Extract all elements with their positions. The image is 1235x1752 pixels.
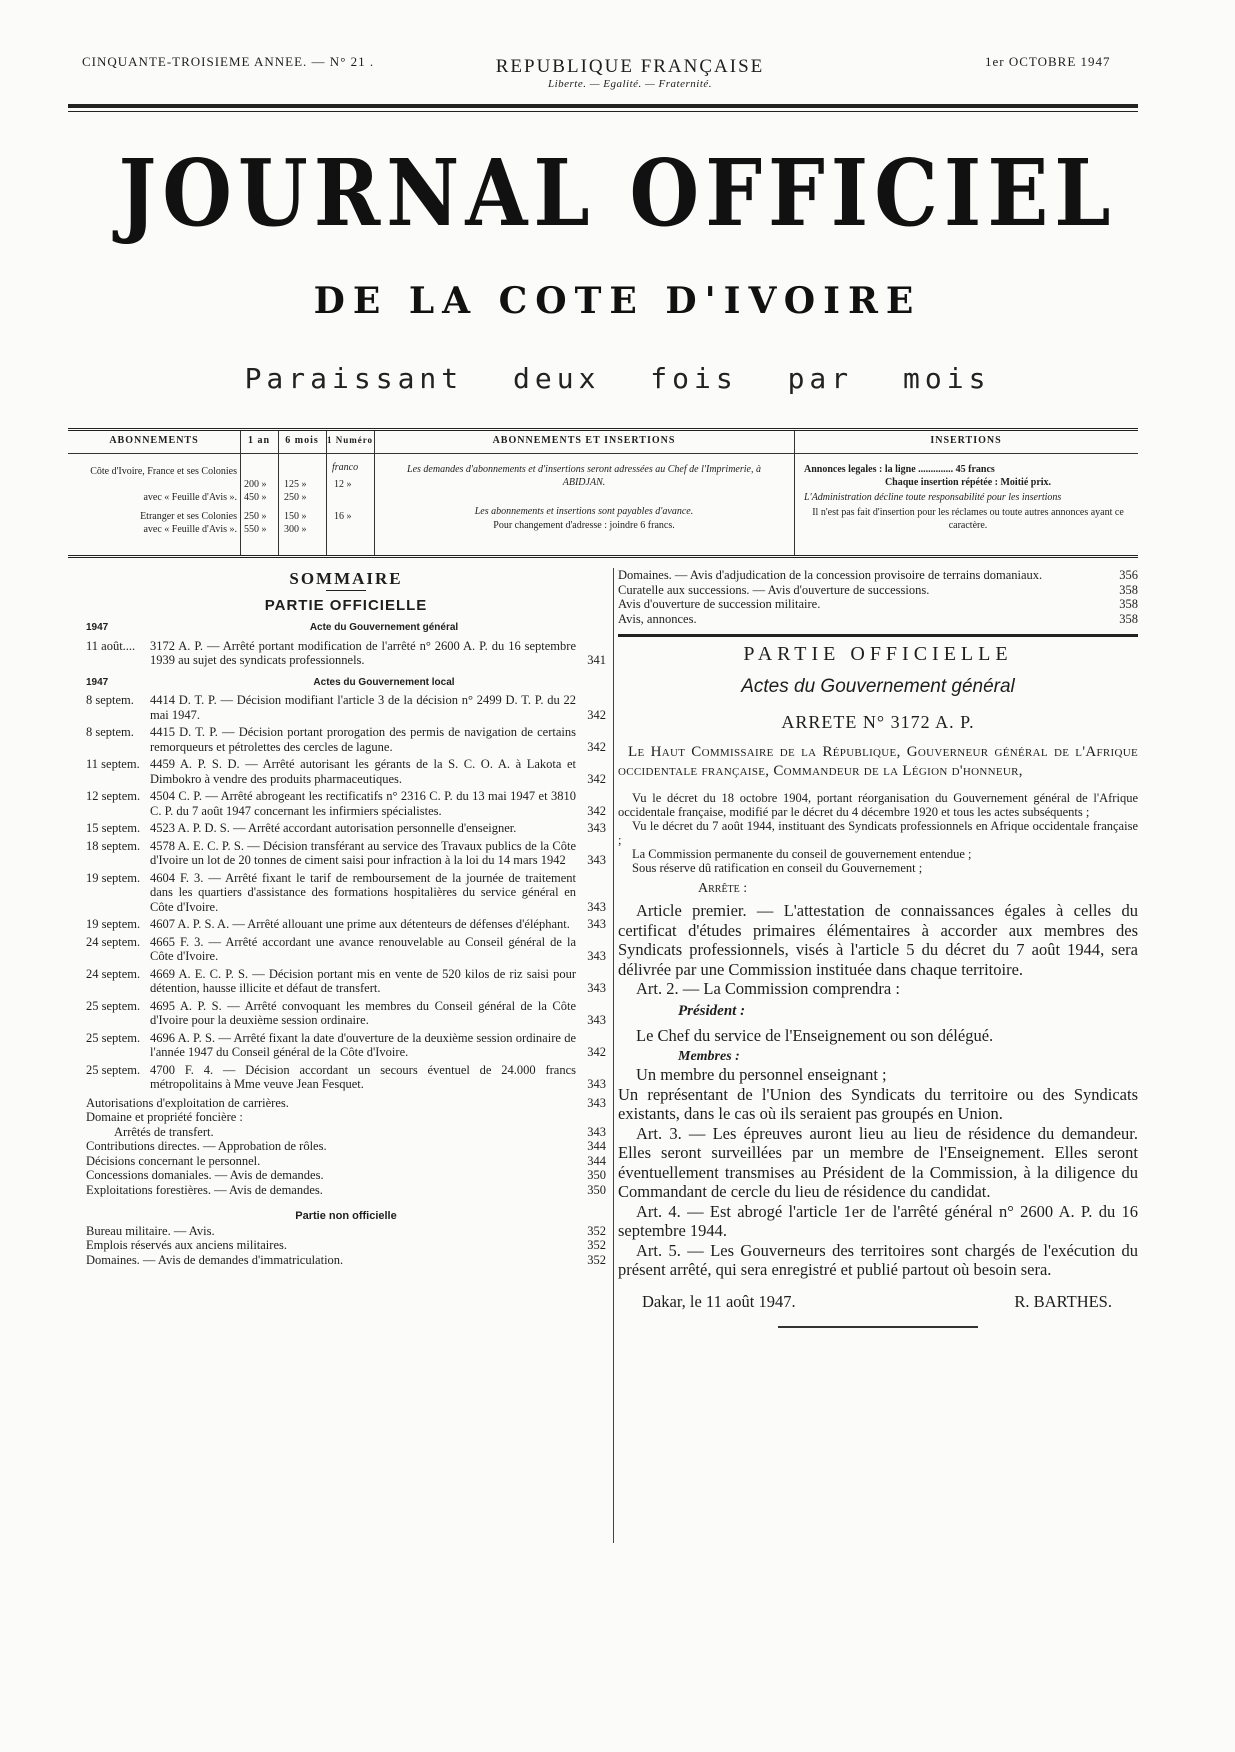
sommaire-entry [86, 967, 606, 996]
misc-text: Curatelle aux successions. — Avis d'ouverture de successions. [618, 582, 930, 597]
misc-text: Domaines. — Avis de demandes d'immatriculation. [86, 1252, 344, 1267]
signature-line [618, 1292, 1138, 1312]
sommaire-misc-entry [618, 612, 1138, 627]
ins-1: Annonces legales : la ligne .............. 45 francs [804, 464, 995, 475]
numero-col [326, 431, 375, 555]
article-4: Art. 4. — Est abrogé l'article 1er de l'arrêté général n° 2600 A. P. du 16 septembre 1944. [618, 1201, 1138, 1240]
sommaire-entry [86, 839, 606, 868]
membres-1: Un membre du personnel enseignant ; [636, 1065, 887, 1084]
arrete-word: Arrête : [698, 881, 748, 896]
entry-page: 342 [587, 803, 606, 818]
sommaire-entry [86, 757, 606, 786]
abo-row1-numero: 12 » [334, 479, 352, 490]
sommaire-entry [86, 789, 606, 818]
entry-text: 4669 A. E. C. P. S. — Décision portant mis en vente de 520 kilos de riz saisi pour détention, hausse illicite et défaut de transfert. [150, 966, 576, 995]
abo-row2-label: avec « Feuille d'Avis ». [143, 492, 237, 503]
sommaire-misc-entry [86, 1096, 606, 1111]
abo-row2-6mois: 250 » [284, 492, 307, 503]
sommaire-entry [86, 917, 606, 932]
misc-page: 350 [587, 1168, 606, 1182]
entry-text: 4696 A. P. S. — Arrêté fixant la date d'ouverture de la deuxième session ordinaire de l'année 1947 du Conseil général de la Côte d'Ivoire. [150, 1030, 576, 1059]
entry-page: 342 [587, 707, 606, 722]
membres-2: Un représentant de l'Union des Syndicats du territoire ou des Syndicats existants, dans le cas où ils seraient pas groupés en Union. [618, 1084, 1138, 1123]
misc-page: 352 [587, 1238, 606, 1252]
ins-4: Il n'est pas fait d'insertion pour les réclames ou toute autres annonces ayant ce caractère. [812, 507, 1124, 531]
misc-text: Arrêtés de transfert. [114, 1124, 214, 1139]
entry-text: 4665 F. 3. — Arrêté accordant une avance renouvelable au Conseil général de la Côte d'Ivoire. [150, 934, 576, 963]
sommaire-misc-entry [86, 1110, 606, 1125]
header-rule [68, 104, 1138, 108]
entry-page: 342 [587, 739, 606, 754]
misc-page: 358 [1119, 611, 1138, 626]
journal-tagline: Paraissant deux fois par mois [244, 362, 991, 395]
misc-text: Décisions concernant le personnel. [86, 1153, 261, 1168]
visa-line: Vu le décret du 7 août 1944, instituant des Syndicats professionnels en Afrique occidentale française ; [618, 819, 1138, 847]
misc-page: 344 [587, 1139, 606, 1153]
sommaire-misc-entry [86, 1253, 606, 1268]
sommaire-entry [86, 693, 606, 722]
misc-text: Bureau militaire. — Avis. [86, 1223, 215, 1238]
sommaire-entry [86, 821, 606, 836]
sommaire-misc-entry [86, 1238, 606, 1253]
entry-date: 25 septem. [86, 1030, 141, 1045]
sommaire-misc-entry [86, 1168, 606, 1183]
subscription-box [68, 428, 1138, 558]
entry-page: 343 [587, 917, 606, 931]
article-1: Article premier. — L'attestation de connaissances égales à celles du certificat d'études primaires élémentaires à accorder aux membres des Syndicats professionnels, visés à l'article 5 du décret du 7 août 1944, sera délivrée par une Commission instituée dans chaque territoire. [618, 901, 1138, 979]
issue-date: 1er OCTOBRE 1947 [985, 54, 1111, 69]
entry-text: 4607 A. P. S. A. — Arrêté allouant une prime aux détenteurs de défenses d'éléphant. [150, 917, 570, 931]
entry-text: 3172 A. P. — Arrêté portant modification de l'arrêté n° 2600 A. P. du 16 septembre 1939 au sujet des syndicats professionnels. [150, 638, 576, 667]
sec2-year: 1947 [86, 676, 109, 688]
abonnements-header: ABONNEMENTS [109, 435, 199, 446]
sec2-heading [86, 676, 606, 691]
actes-heading: Actes du Gouvernement général [741, 676, 1015, 697]
sommaire-partie-officielle: PARTIE OFFICIELLE [264, 596, 428, 614]
sommaire-entry [86, 871, 606, 915]
sommaire-misc-entry [618, 597, 1138, 612]
abo-mid-1: Les demandes d'abonnements et d'insertions seront adressées au Chef de l'Imprimerie, à ABIDJAN. [407, 464, 761, 488]
misc-page: 356 [1119, 568, 1138, 582]
sec2-entries [86, 693, 606, 1092]
entry-text: 4459 A. P. S. D. — Arrêté autorisant les gérants de la S. C. O. A. à Lakota et Dimbokro à vendre des produits pharmaceutiques. [150, 757, 576, 786]
entry-page: 343 [587, 899, 606, 914]
abo-row1-1an: 200 » [244, 479, 267, 490]
six-months-header: 6 mois [285, 435, 319, 446]
abo-row2-1an: 450 » [244, 492, 267, 503]
sommaire-entry [86, 725, 606, 754]
sommaire-entry [86, 1063, 606, 1092]
one-year-header: 1 an [247, 435, 271, 446]
sommaire-misc-entry [618, 568, 1138, 583]
entry-page: 343 [587, 853, 606, 867]
sec1-heading [86, 621, 606, 636]
sommaire-misc-entry [86, 1154, 606, 1169]
misc-text: Autorisations d'exploitation de carrières. [86, 1095, 289, 1110]
entry-date: 19 septem. [86, 870, 141, 885]
misc-text: Domaines. — Avis d'adjudication de la concession provisoire de terrains domaniaux. [618, 568, 1043, 582]
abo-insertions-col [374, 431, 795, 555]
ins-3: L'Administration décline toute responsabilité pour les insertions [804, 492, 1062, 503]
sec1-entries [86, 639, 606, 668]
article-5: Art. 5. — Les Gouverneurs des territoires sont chargés de l'exécution du présent arrêté, qui sera enregistré et publié partout où besoin sera. [618, 1240, 1138, 1279]
article-column [618, 568, 1138, 1328]
partie-non-officielle-heading: Partie non officielle [295, 1210, 397, 1222]
column-divider [613, 568, 614, 1543]
signataire: R. BARTHES. [1014, 1291, 1112, 1311]
ins-2: Chaque insertion répétée : Moitié prix. [884, 477, 1052, 488]
abo-row1-6mois: 125 » [284, 479, 307, 490]
sommaire-entry [86, 1031, 606, 1060]
entry-text: 4523 A. P. D. S. — Arrêté accordant autorisation personnelle d'enseigner. [150, 821, 517, 835]
misc-text: Avis, annonces. [618, 611, 697, 626]
entry-text: 4700 F. 4. — Décision accordant un secours éventuel de 24.000 francs métropolitains à Mme veuve Jean Fesquet. [150, 1062, 576, 1091]
sec1-year: 1947 [86, 622, 109, 633]
lieu-date: Dakar, le 11 août 1947. [642, 1291, 796, 1311]
republic-heading [440, 56, 820, 90]
misc-text: Concessions domaniales. — Avis de demandes. [86, 1168, 324, 1182]
entry-page: 343 [587, 1077, 606, 1091]
entry-date: 15 septem. [86, 821, 141, 835]
header-rule-thin [68, 111, 1138, 112]
insertions-header: INSERTIONS [930, 435, 1002, 446]
republique-francaise: REPUBLIQUE FRANÇAISE [495, 56, 765, 77]
sommaire-entry [86, 935, 606, 964]
misc-page: 352 [587, 1252, 606, 1267]
sommaire-entry [86, 639, 606, 668]
sommaire-end-rule [618, 634, 1138, 637]
entry-date: 8 septem. [86, 693, 134, 707]
arrete-title: ARRETE N° 3172 A. P. [781, 712, 975, 732]
sommaire-misc-entry [86, 1125, 606, 1140]
misc-page: 343 [587, 1095, 606, 1110]
entry-text: 4504 C. P. — Arrêté abrogeant les rectificatifs n° 2316 C. P. du 13 mai 1947 et 3810 C. P. du 7 août 1947 concernant les infirmiers spécialistes. [150, 789, 576, 818]
misc-text: Contributions directes. — Approbation de rôles. [86, 1139, 327, 1153]
sommaire-column [86, 568, 606, 1267]
entry-date: 24 septem. [86, 934, 141, 949]
misc-page [582, 1110, 606, 1125]
sec2-title: Actes du Gouvernement local [313, 676, 455, 688]
sommaire-misc-entry [86, 1224, 606, 1239]
entry-page: 342 [587, 1045, 606, 1059]
journal-title: JOURNAL OFFICIEL [118, 138, 1117, 248]
journal-subtitle: DE LA COTE D'IVOIRE [313, 280, 922, 322]
membres-heading: Membres : [678, 1049, 740, 1064]
sec1-title: Acte du Gouvernement général [309, 622, 459, 633]
president-text: Le Chef du service de l'Enseignement ou son délégué. [636, 1025, 994, 1045]
abo-ins-header: ABONNEMENTS ET INSERTIONS [492, 435, 676, 446]
autorite: Le Haut Commissaire de la République, Gouverneur général de l'Afrique occidentale française, Commandeur de la Légion d'honneur, [618, 744, 1138, 779]
sommaire-misc-entry [86, 1183, 606, 1198]
entry-text: 4414 D. T. P. — Décision modifiant l'article 3 de la décision n° 2499 D. T. P. du 22 mai 1947. [150, 693, 576, 722]
entry-page: 343 [587, 949, 606, 963]
misc-text: Emplois réservés aux anciens militaires. [86, 1238, 287, 1252]
president-heading: Président : [678, 1002, 746, 1019]
misc-page: 358 [1119, 582, 1138, 597]
end-rule [778, 1326, 978, 1328]
entry-date: 19 septem. [86, 917, 141, 931]
sommaire-misc-entry [618, 583, 1138, 598]
issue-number: CINQUANTE-TROISIEME ANNEE. — N° 21 . [82, 54, 375, 69]
misc-page: 343 [587, 1124, 606, 1139]
non-officielle-entries [86, 1224, 606, 1268]
sommaire-misc-entry [86, 1139, 606, 1154]
misc-text: Exploitations forestières. — Avis de demandes. [86, 1182, 323, 1197]
entry-date: 8 septem. [86, 725, 134, 739]
abo-mid-2: Les abonnements et insertions sont payables d'avance. [474, 506, 694, 517]
partie-officielle-heading: PARTIE OFFICIELLE [743, 643, 1013, 665]
visa-line: La Commission permanente du conseil de gouvernement entendue ; [632, 847, 972, 861]
entry-date: 18 septem. [86, 838, 141, 853]
abo-row1-label: Côte d'Ivoire, France et ses Colonies [90, 466, 237, 477]
entry-text: 4578 A. E. C. P. S. — Décision transférant au service des Travaux publics de la Côte d'Ivoire un lot de 20 tonnes de ciment saisi pour infraction à la loi du 14 mars 1942 [150, 838, 576, 867]
misc-page: 358 [1119, 597, 1138, 611]
entry-page: 343 [587, 1013, 606, 1027]
visa-line: Sous réserve dû ratification en conseil du Gouvernement ; [632, 861, 923, 875]
entry-date: 25 septem. [86, 1062, 141, 1077]
abo-franco: franco [332, 462, 359, 473]
visa-line: Vu le décret du 18 octobre 1904, portant réorganisation du Gouvernement général de l'Afrique occidentale française, modifié par le décret du 4 décembre 1920 et tous les actes subséquents ; [618, 791, 1138, 819]
sommaire-continued [618, 568, 1138, 626]
entry-page: 343 [587, 821, 606, 835]
sommaire-rule [326, 590, 366, 591]
entry-date: 11 septem. [86, 757, 140, 771]
misc-text: Avis d'ouverture de succession militaire. [618, 597, 821, 611]
abo-row3-1an: 250 » [244, 511, 267, 522]
visas [618, 791, 1138, 875]
abo-row4-6mois: 300 » [284, 524, 307, 535]
misc-page: 344 [587, 1153, 606, 1168]
entry-date: 25 septem. [86, 998, 141, 1013]
misc-page: 350 [587, 1182, 606, 1197]
sommaire-entry [86, 999, 606, 1028]
entry-text: 4415 D. T. P. — Décision portant prorogation des permis de navigation de certains remorqueurs et pétrolettes des cercles de lagune. [150, 725, 576, 754]
entry-date: 12 septem. [86, 789, 141, 803]
entry-date: 24 septem. [86, 966, 141, 981]
sommaire-title: SOMMAIRE [289, 569, 403, 588]
entry-text: 4695 A. P. S. — Arrêté convoquant les membres du Conseil général de la Côte d'Ivoire pour la deuxième session ordinaire. [150, 998, 576, 1027]
devise: Liberte. — Egalité. — Fraternité. [547, 78, 713, 90]
abo-header-rule [68, 453, 1138, 454]
article-2: Art. 2. — La Commission comprendra : [636, 979, 900, 998]
entry-date: 11 août.... [86, 638, 136, 653]
abo-row4-label: avec « Feuille d'Avis ». [143, 524, 237, 535]
abo-row3-6mois: 150 » [284, 511, 307, 522]
misc-page: 352 [587, 1223, 606, 1238]
abo-row4-1an: 550 » [244, 524, 267, 535]
entry-text: 4604 F. 3. — Arrêté fixant le tarif de remboursement de la journée de traitement dans les quartiers d'assistance des formations hospitalières du service général en Côte d'Ivoire. [150, 870, 576, 914]
entry-page: 342 [587, 771, 606, 786]
entry-page: 343 [587, 981, 606, 995]
article-3: Art. 3. — Les épreuves auront lieu au lieu de résidence du demandeur. Elles seront surveillées par un membre de l'Enseignement. Elles seront éventuellement transmises au Président de la Commission, à la diligence du Commandant de cercle du lieu de résidence du candidat. [618, 1123, 1138, 1201]
misc-text: Domaine et propriété foncière : [86, 1110, 243, 1124]
numero-header: 1 Numéro [326, 435, 374, 445]
misc-entries [86, 1096, 606, 1198]
abo-mid-3: Pour changement d'adresse : joindre 6 francs. [493, 520, 675, 531]
entry-page: 341 [587, 653, 606, 667]
abo-row3-numero: 16 » [334, 511, 352, 522]
abo-row3-label: Etranger et ses Colonies [140, 511, 237, 522]
